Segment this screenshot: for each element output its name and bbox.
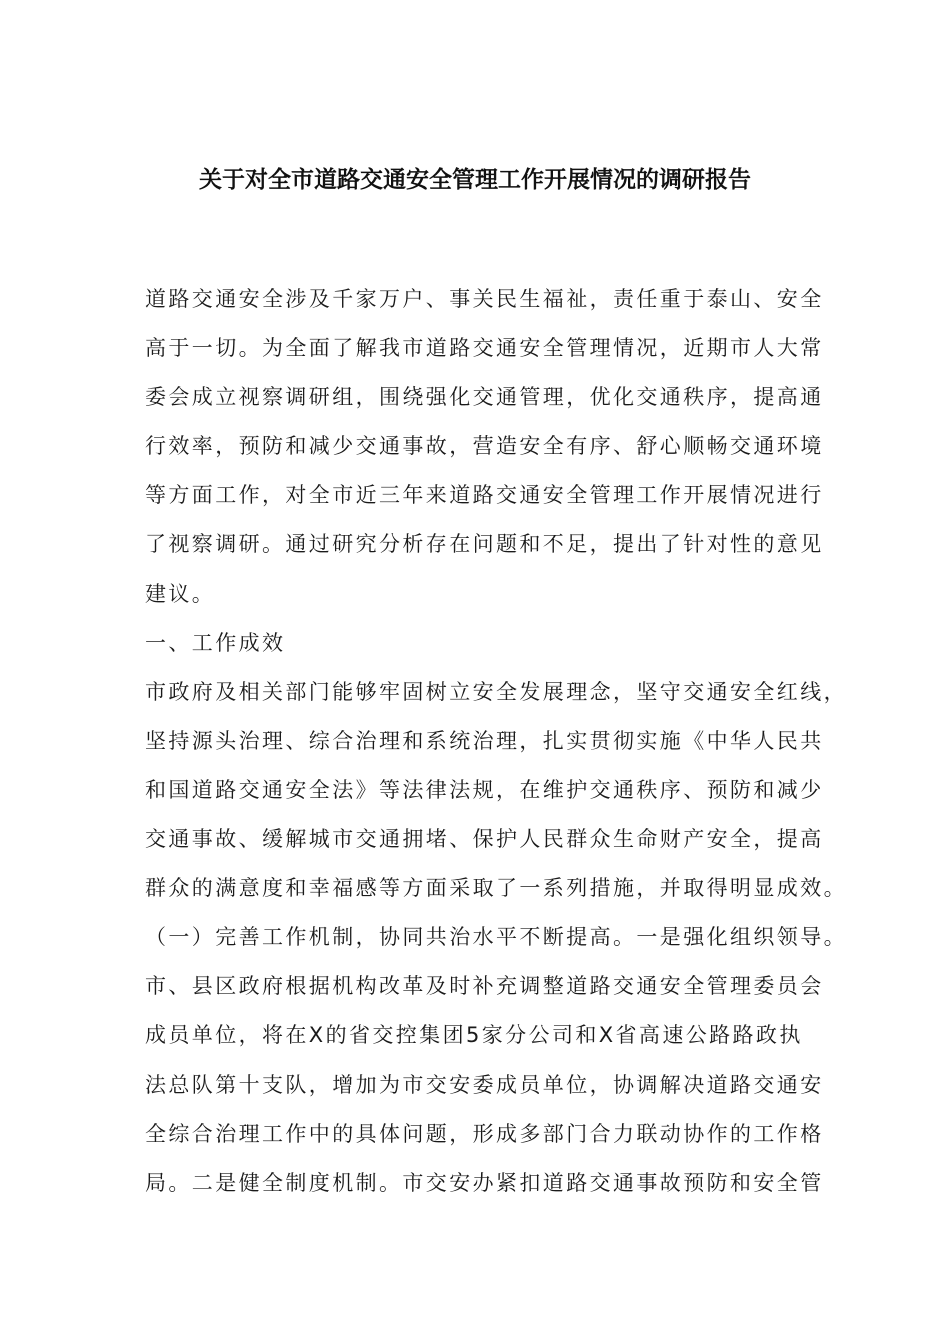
section-heading: 一、工作成效	[145, 630, 286, 655]
body-line: 交通事故、缓解城市交通拥堵、保护人民群众生命财产安全，提高	[145, 827, 824, 852]
document-body	[145, 275, 847, 1208]
body-line: 委会成立视察调研组，围绕强化交通管理，优化交通秩序，提高通	[145, 385, 824, 410]
body-line: 局。二是健全制度机制。市交安办紧扣道路交通事故预防和安全管	[145, 1170, 824, 1195]
body-line: 行效率，预防和减少交通事故，营造安全有序、舒心顺畅交通环境	[145, 434, 824, 459]
body-line: 高于一切。为全面了解我市道路交通安全管理情况，近期市人大常	[145, 336, 824, 361]
body-line: 全综合治理工作中的具体问题，形成多部门合力联动协作的工作格	[145, 1121, 824, 1146]
document-title: 关于对全市道路交通安全管理工作开展情况的调研报告	[199, 167, 751, 193]
body-line: 等方面工作，对全市近三年来道路交通安全管理工作开展情况进行	[145, 483, 824, 508]
body-line: 了视察调研。通过研究分析存在问题和不足，提出了针对性的意见	[145, 532, 824, 557]
body-line: 建议。	[145, 581, 216, 606]
body-line: 群众的满意度和幸福感等方面采取了一系列措施，并取得明显成效。	[145, 876, 847, 901]
body-line: 市政府及相关部门能够牢固树立安全发展理念，坚守交通安全红线，	[145, 679, 847, 704]
body-line: 和国道路交通安全法》等法律法规，在维护交通秩序、预防和减少	[145, 777, 824, 802]
body-line: 市、县区政府根据机构改革及时补充调整道路交通安全管理委员会	[145, 974, 824, 999]
body-line: 法总队第十支队，增加为市交安委成员单位，协调解决道路交通安	[145, 1072, 824, 1097]
body-line: 坚持源头治理、综合治理和系统治理，扎实贯彻实施《中华人民共	[145, 728, 824, 753]
body-line: 道路交通安全涉及千家万户、事关民生福祉，责任重于泰山、安全	[145, 287, 824, 311]
subsection-line: （一）完善工作机制，协同共治水平不断提高。一是强化组织领导。	[145, 925, 847, 950]
body-line: 成员单位，将在X的省交控集团5家分公司和X省高速公路路政执	[145, 1023, 803, 1048]
